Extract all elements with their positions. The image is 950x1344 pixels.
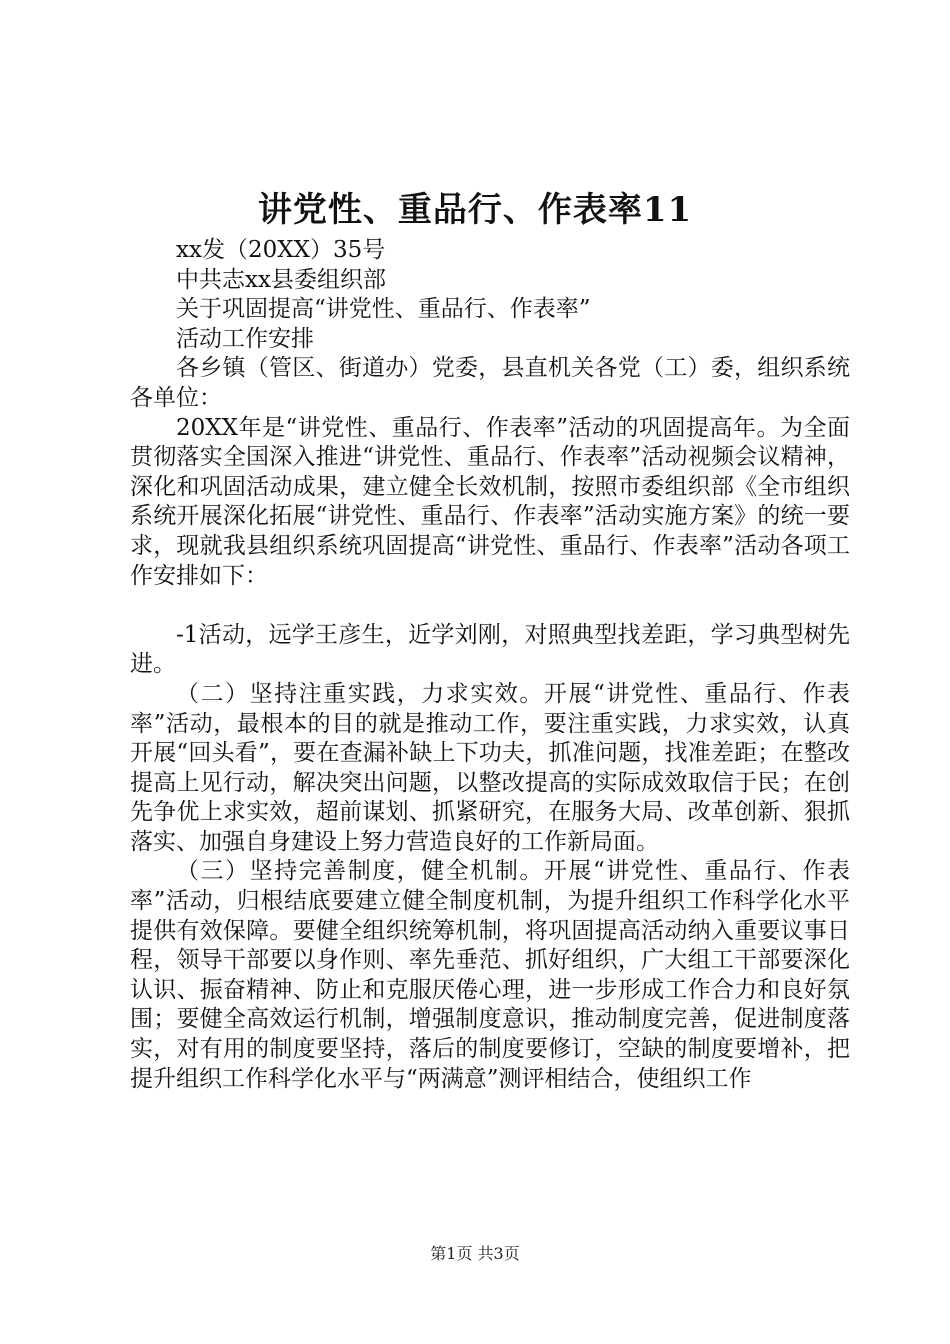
issuing-organization: 中共志xx县委组织部 <box>176 266 386 293</box>
intro-paragraph: 20XX年是“讲党性、重品行、作表率”活动的巩固提高年。为全面贯彻落实全国深入推进“讲党性、重品行、作表率”活动视频会议精神，深化和巩固活动成果，建立健全长效机制，按照市委组织部《全市组织系统开展深化拓展“讲党性、重品行、作表率”活动实施方案》的统一要求，现就我县组织系统巩固提高“讲党性、重品行、作表率”活动各项工作安排如下： <box>130 414 850 589</box>
paragraph-gap <box>130 591 850 621</box>
subject-line-1: 关于巩固提高“讲党性、重品行、作表率” <box>176 296 591 323</box>
study-paragraph: -1活动，远学王彦生，近学刘刚，对照典型找差距，学习典型树先进。 <box>130 621 850 678</box>
document-body <box>130 236 850 1094</box>
system-paragraph: （三）坚持完善制度，健全机制。开展“讲党性、重品行、作表率”活动，归根结底要建立健全制度机制，为提升组织工作科学化水平提供有效保障。要健全组织统筹机制，将巩固提高活动纳入重要议事日程，领导干部要以身作则、率先垂范、抓好组织，广大组工干部要深化认识、振奋精神、防止和克服厌倦心理，进一步形成工作合力和良好氛围；要健全高效运行机制，增强制度意识，推动制度完善，促进制度落实，对有用的制度要坚持，落后的制度要修订，空缺的制度要增补，把提升组织工作科学化水平与“两满意”测评相结合，使组织工作 <box>130 858 850 1092</box>
practice-paragraph: （二）坚持注重实践，力求实效。开展“讲党性、重品行、作表率”活动，最根本的目的就是推动工作，要注重实践，力求实效，认真开展“回头看”，要在查漏补缺上下功夫，抓准问题，找准差距；在整改提高上见行动，解决突出问题，以整改提高的实际成效取信于民；在创先争优上求实效，超前谋划、抓紧研究，在服务大局、改革创新、狠抓落实、加强自身建设上努力营造良好的工作新局面。 <box>130 680 850 855</box>
document-number: xx发（20XX）35号 <box>176 237 386 263</box>
subject-line-2: 活动工作安排 <box>176 325 314 352</box>
addressee-paragraph: 各乡镇（管区、街道办）党委，县直机关各党（工）委，组织系统各单位： <box>130 355 850 411</box>
page-footer: 第1页 共3页 <box>430 1244 520 1263</box>
document-title: 讲党性、重品行、作表率11 <box>257 190 693 230</box>
